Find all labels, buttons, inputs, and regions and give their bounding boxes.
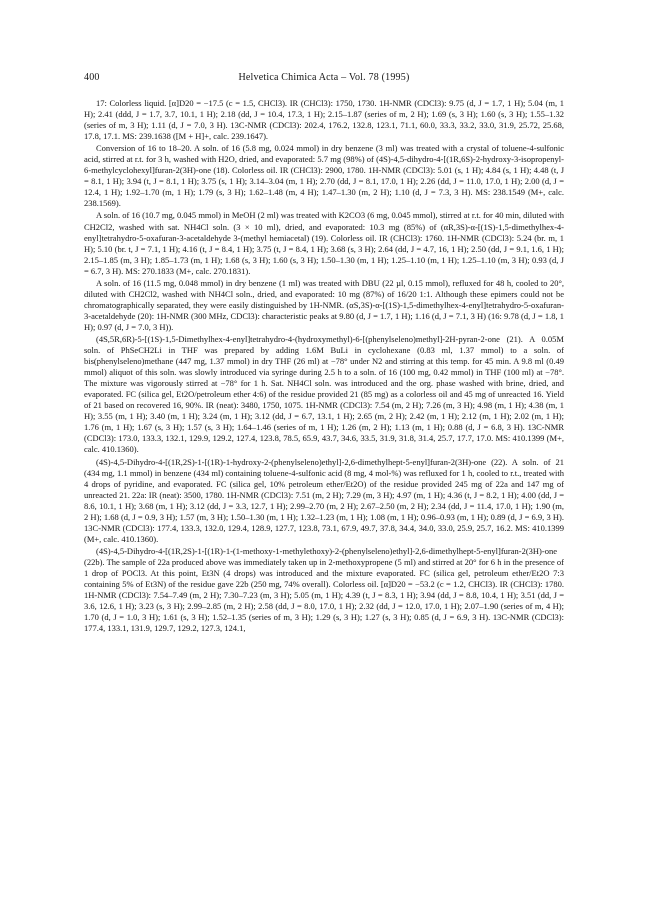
paragraph-compound-21: (4S,5R,6R)-5-[(1S)-1,5-Dimethylhex-4-enyl]tetrahydro-4-(hydroxymethyl)-6-[(phenylseleno)methyl]-2H-pyran-2-one (21). A 0.05M soln. of PhSeCH2Li in THF was prepared by adding 1.6M BuLi in cyclohexane (0.83 ml, 1.37 mmol) to a soln. of bis(phenylseleno)methane (447 mg, 1.37 mmol) in dry THF (26 ml) at −78° under N2 and stirring at this temp. for 45 min. A 9.8 ml (0.49 mmol) aliquot of this soln. was slowly introduced via syringe during 2.5 h to a soln. of 16 (100 mg, 0.42 mmol) in THF (100 ml) at −78°. The mixture was vigorously stirred at −78° for 1 h. Sat. NH4Cl soln. was introduced and the org. phase washed with brine, dried, and evaporated. FC (silica gel, Et2O/petroleum ether 4:6) of the residue provided 21 (85 mg) as a colorless oil and 45 mg of unreacted 16. Yield of 21 based on recovered 16, 90%. IR (neat): 3480, 1750, 1075. 1H-NMR (CDCl3): 7.54 (m, 2 H); 7.26 (m, 3 H); 4.98 (m, 1 H); 4.38 (m, 1 H); 3.55 (m, 1 H); 3.40 (m, 1 H); 3.24 (m, 1 H); 3.12 (dd, J = 6.7, 13.1, 1 H); 2.65 (m, 2 H); 2.42 (m, 1 H); 2.12 (m, 1 H); 2.02 (m, 1 H); 1.76 (m, 1 H); 1.67 (s, 3 H); 1.57 (s, 3 H); 1.64–1.46 (series of m, 1 H); 1.26 (m, 2 H); 1.13 (m, 1 H); 0.88 (d, J = 6.8, 3 H). 13C-NMR (CDCl3): 173.0, 133.3, 132.1, 129.9, 129.2, 127.4, 123.8, 78.5, 65.9, 43.7, 34.6, 33.5, 31.9, 31.8, 31.4, 25.7, 17.7, 17.0. MS: 410.1399 (M+, calc. 410.1360). — [84, 333, 564, 455]
page-number: 400 — [84, 72, 100, 83]
paragraph-conversion-16: Conversion of 16 to 18–20. A soln. of 16 (5.8 mg, 0.024 mmol) in dry benzene (3 ml) was treated with a crystal of toluene-4-sulfonic acid, stirred at r.t. for 3 h, washed with H2O, dried, and evaporated: 5.7 mg (98%) of (4S)-4,5-dihydro-4-[(1R,6S)-2-hydroxy-3-isopropenyl-6-methylcyclohexyl]furan-2(3H)-one (18). Colorless oil. IR (CHCl3): 2900, 1780. 1H-NMR (CDCl3): 5.01 (s, 1 H); 4.84 (s, 1 H); 4.48 (t, J = 8.1, 1 H); 3.94 (t, J = 8.1, 1 H); 3.75 (s, 1 H); 3.14–3.04 (m, 1 H); 2.70 (dd, J = 8.1, 17.0, 1 H); 2.26 (dd, J = 11.0, 17.0, 1 H); 2.00 (d, J = 12.4, 1 H); 1.92–1.70 (m, 1 H); 1.79 (s, 3 H); 1.62–1.48 (m, 4 H); 1.47–1.30 (m, 2 H); 1.10 (d, J = 7.3, 3 H). MS: 238.1549 (M+, calc. 238.1569). — [84, 143, 564, 209]
running-header — [84, 72, 564, 86]
paragraph-compound-19: A soln. of 16 (10.7 mg, 0.045 mmol) in MeOH (2 ml) was treated with K2CO3 (6 mg, 0.045 mmol), stirred at r.t. for 40 min, diluted with CH2Cl2, washed with sat. NH4Cl soln. (3 × 10 ml), dried, and evaporated: 10.3 mg (85%) of (αR,3S)-α-[(1S)-1,5-dimethylhex-4-enyl]tetrahydro-5-oxafuran-3-acetaldehyde 3-(methyl hemiacetal) (19). Colorless oil. IR (CHCl3): 1760. 1H-NMR (CDCl3): 5.24 (br. m, 1 H); 5.10 (br. t, J = 7.1, 1 H); 4.16 (t, J = 8.4, 1 H); 3.75 (t, J = 8.4, 1 H); 3.68 (s, 3 H); 2.64 (dd, J = 4.7, 16, 1 H); 2.50 (dd, J = 9.1, 1.6, 1 H); 2.15–1.85 (m, 3 H); 1.85–1.73 (m, 1 H); 1.68 (s, 3 H); 1.60 (s, 3 H); 1.50–1.30 (m, 1 H); 1.25–1.10 (m, 1 H); 1.25–1.10 (m, 3 H); 0.93 (d, J = 6.7, 3 H). MS: 270.1833 (M+, calc. 270.1831). — [84, 210, 564, 276]
body-text — [84, 98, 564, 634]
paragraph-compound-22b: (4S)-4,5-Dihydro-4-[(1R,2S)-1-[(1R)-1-(1-methoxy-1-methylethoxy)-2-(phenylseleno)ethyl]-2,6-dimethylhept-5-enyl]furan-2(3H)-one (22b). The sample of 22a produced above was immediately taken up in 2-methoxypropene (5 ml) and stirred at 20° for 6 h in the presence of 1 drop of POCl3. At this point, Et3N (4 drops) was introduced and the mixture evaporated. FC (silica gel, petroleum ether/Et2O 7:3 containing 5% of Et3N) of the residue gave 22b (250 mg, 74% overall). Colorless oil. [α]D20 = −53.2 (c = 1.2, CHCl3). IR (CHCl3): 1780. 1H-NMR (CDCl3): 7.54–7.49 (m, 2 H); 7.30–7.23 (m, 3 H); 5.05 (m, 1 H); 4.39 (t, J = 8.3, 1 H); 3.94 (dd, J = 8.8, 10.4, 1 H); 3.51 (dd, J = 3.6, 12.6, 1 H); 3.23 (s, 3 H); 2.99–2.85 (m, 2 H); 2.58 (dd, J = 8.0, 17.0, 1 H); 2.32 (dd, J = 12.0, 17.0, 1 H); 2.07–1.90 (series of m, 4 H); 1.70 (d, J = 1.0, 3 H); 1.61 (s, 3 H); 1.52–1.35 (series of m, 3 H); 1.29 (s, 3 H); 1.27 (s, 3 H); 0.85 (d, J = 6.9, 3 H). 13C-NMR (CDCl3): 177.4, 133.1, 131.9, 129.7, 129.2, 127.3, 124.1, — [84, 545, 564, 634]
paragraph-compound-20: A soln. of 16 (11.5 mg, 0.048 mmol) in dry benzene (1 ml) was treated with DBU (22 µl, 0.15 mmol), refluxed for 48 h, cooled to 20°, diluted with CH2Cl2, washed with NH4Cl soln., dried, and evaporated: 10 mg (87%) of 16/20 1:1. Although these epimers could not be chromatographically separated, they were easily distinguished by 1H-NMR. (αS,3S)-α-[(1S)-1,5-dimethylhex-4-enyl]tetrahydro-5-oxafuran-3-acetaldehyde (20): 1H-NMR (300 MHz, CDCl3): characteristic peaks at 9.80 (d, J = 1.7, 1 H); 1.16 (d, J = 7.1, 3 H) (16: 9.78 (d, J = 1.8, 1 H); 0.97 (d, J = 7.0, 3 H)). — [84, 277, 564, 332]
paragraph-compound-17: 17: Colorless liquid. [α]D20 = −17.5 (c = 1.5, CHCl3). IR (CHCl3): 1750, 1730. 1H-NMR (CDCl3): 9.75 (d, J = 1.7, 1 H); 5.04 (m, 1 H); 2.41 (ddd, J = 1.7, 3.7, 10.1, 1 H); 2.18 (dd, J = 10.4, 17.3, 1 H); 2.15–1.87 (series of m, 2 H); 1.69 (s, 3 H); 1.60 (s, 3 H); 1.55–1.32 (series of m, 3 H); 1.11 (d, J = 7.0, 3 H). 13C-NMR (CDCl3): 202.4, 176.2, 132.8, 123.1, 71.1, 60.0, 33.3, 33.2, 33.0, 31.9, 25.72, 25.68, 17.8, 17.1. MS: 239.1638 ([M + H]+, calc. 239.1647). — [84, 98, 564, 142]
paragraph-compound-22: (4S)-4,5-Dihydro-4-[(1R,2S)-1-[(1R)-1-hydroxy-2-(phenylseleno)ethyl]-2,6-dimethylhept-5-enyl]furan-2(3H)-one (22). A soln. of 21 (434 mg, 1.1 mmol) in benzene (434 ml) containing toluene-4-sulfonic acid (8 mg, 4 mol-%) was refluxed for 1 h, cooled to r.t., treated with 4 drops of pyridine, and evaporated. FC (silica gel, 10% petroleum ether/Et2O) of the residue provided 245 mg of 22a and 147 mg of unreacted 21. 22a: IR (neat): 3500, 1780. 1H-NMR (CDCl3): 7.51 (m, 2 H); 7.29 (m, 3 H); 4.97 (m, 1 H); 4.36 (t, J = 8.2, 1 H); 4.00 (dd, J = 8.6, 10.1, 1 H); 3.68 (m, 1 H); 3.12 (dd, J = 3.3, 12.7, 1 H); 2.99–2.70 (m, 2 H); 2.67–2.50 (m, 2 H); 2.34 (dd, J = 11.4, 17.0, 1 H); 1.90 (m, 2 H); 1.68 (d, J = 0.9, 3 H); 1.57 (m, 3 H); 1.50–1.30 (m, 1 H); 1.32–1.23 (m, 1 H); 1.08 (m, 1 H); 0.96–0.93 (m, 1 H); 0.89 (d, J = 6.9, 3 H). 13C-NMR (CDCl3): 177.4, 133.3, 132.0, 129.4, 128.9, 127.7, 123.8, 73.1, 67.9, 49.7, 37.8, 34.4, 34.0, 33.0, 25.9, 25.7, 16.2. MS: 410.1399 (M+, calc. 410.1360). — [84, 456, 564, 544]
journal-title: Helvetica Chimica Acta – Vol. 78 (1995) — [238, 72, 410, 83]
